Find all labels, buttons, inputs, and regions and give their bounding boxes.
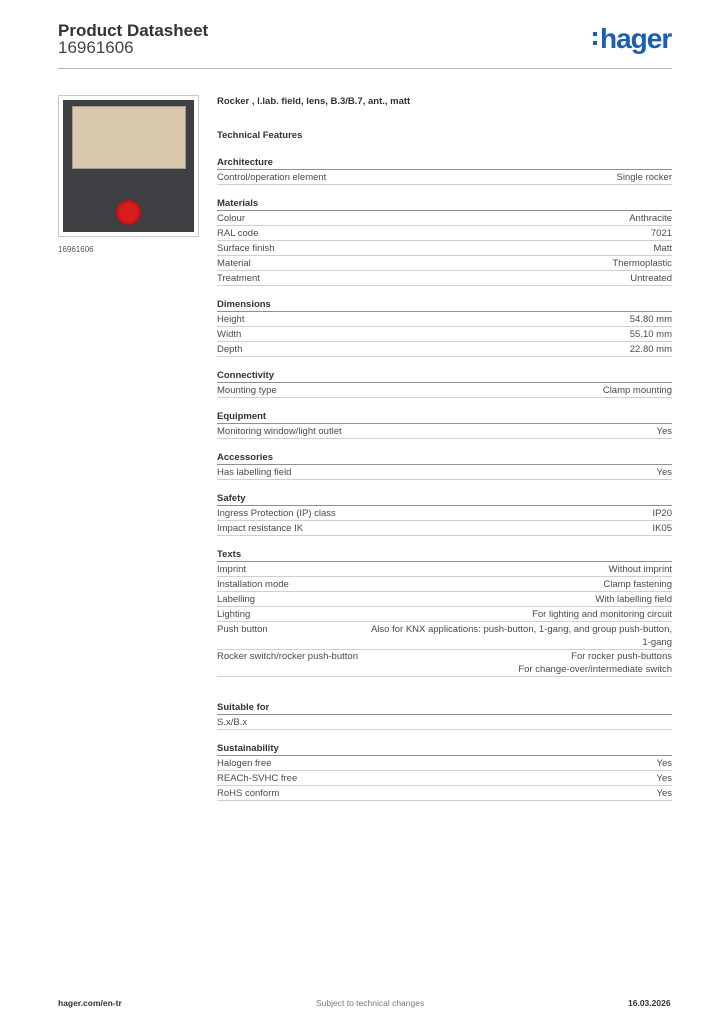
specification-sections [217,156,672,801]
spec-label: Imprint [217,563,247,575]
spec-section [217,410,672,439]
spec-label: Halogen free [217,757,272,769]
spec-value: 7021 [650,227,672,239]
spec-section [217,548,672,677]
section-title: Materials [217,197,672,211]
spec-label: Surface finish [217,242,275,254]
image-caption: 16961606 [58,245,94,254]
spec-label: Impact resistance IK [217,522,304,534]
spec-label: Colour [217,212,245,224]
spec-label: Lighting [217,608,251,620]
spec-row [217,170,672,185]
spec-value: Yes [656,757,672,769]
spec-value: Yes [656,466,672,478]
spec-value: 54.80 mm [629,313,672,325]
product-id: 16961606 [58,38,134,57]
spec-label: S.x/B.x [217,716,248,728]
spec-label: REACh-SVHC free [217,772,298,784]
spec-label: Ingress Protection (IP) class [217,507,336,519]
spec-row [217,424,672,439]
spec-value: For rocker push-buttons For change-over/intermediate switch [518,651,672,675]
spec-label: Depth [217,343,243,355]
spec-row [217,383,672,398]
spec-label: RoHS conform [217,787,280,799]
spec-row [217,211,672,226]
spec-row [217,312,672,327]
spec-value: Matt [653,242,672,254]
spec-section [217,492,672,536]
spec-row [217,327,672,342]
spec-label: RAL code [217,227,259,239]
spec-section [217,298,672,357]
spec-label: Treatment [217,272,260,284]
spec-row [217,465,672,480]
spec-label: Height [217,313,245,325]
header-divider [58,68,672,69]
spec-value: Clamp mounting [602,384,672,396]
spec-value: Untreated [630,272,672,284]
spec-label: Has labelling field [217,466,292,478]
spec-label: Installation mode [217,578,289,590]
spec-label: Labelling [217,593,256,605]
spec-row [217,622,672,650]
red-lens-icon [116,200,141,225]
spec-value: Anthracite [629,212,672,224]
spec-row [217,226,672,241]
section-title: Sustainability [217,742,672,756]
spec-row [217,342,672,357]
footer-date: 16.03.2026 [628,998,671,1008]
page-title: Product Datasheet [58,21,209,40]
spec-row [217,592,672,607]
spec-row [217,562,672,577]
spec-label: Mounting type [217,384,277,396]
section-title: Safety [217,492,672,506]
specification-content [217,96,672,801]
spec-section [217,156,672,185]
section-title: Texts [217,548,672,562]
spec-value: Clamp fastening [603,578,672,590]
spec-section [217,197,672,286]
spec-value: 22.80 mm [629,343,672,355]
product-name: Rocker , l.lab. field, lens, B.3/B.7, ant., matt [217,96,411,107]
spec-section [217,701,672,730]
spec-row [217,715,672,730]
logo-text: hager [600,23,672,54]
product-image [58,95,199,237]
footer-notice: Subject to technical changes [316,998,425,1008]
spec-row [217,607,672,622]
spec-value: Without imprint [608,563,672,575]
labelling-field [72,106,186,169]
section-title: Architecture [217,156,672,170]
spec-row [217,506,672,521]
spec-value: With labelling field [595,593,672,605]
rocker-body [63,100,194,232]
logo-dot-icon [593,32,597,36]
spec-value: IK05 [652,522,672,534]
spec-value: Single rocker [616,171,672,183]
spec-row [217,256,672,271]
logo-dot-icon [593,41,597,45]
spec-row [217,521,672,536]
section-title: Suitable for [217,701,672,715]
spec-label: Width [217,328,242,340]
spec-value: Also for KNX applications: push-button, 1-gang, and group push-button, 1-gang [370,623,672,648]
spec-value: Yes [656,425,672,437]
spec-label: Push button [217,623,268,635]
spec-row [217,771,672,786]
section-title: Equipment [217,410,672,424]
spec-row [217,650,672,678]
spec-label: Rocker switch/rocker push-button [217,651,358,662]
section-title: Accessories [217,451,672,465]
spec-value: Yes [656,787,672,799]
spec-section [217,742,672,801]
spec-value: IP20 [652,507,672,519]
section-title: Dimensions [217,298,672,312]
spec-row [217,241,672,256]
spec-value: For lighting and monitoring circuit [532,608,672,620]
spec-section [217,451,672,480]
spec-row [217,786,672,801]
spec-row [217,577,672,592]
spec-value: Yes [656,772,672,784]
spec-label: Monitoring window/light outlet [217,425,342,437]
spec-value: 55.10 mm [629,328,672,340]
section-title: Connectivity [217,369,672,383]
spec-label: Material [217,257,251,269]
footer-website-link[interactable]: hager.com/en-tr [58,998,122,1008]
technical-features-heading: Technical Features [217,130,303,141]
spec-label: Control/operation element [217,171,327,183]
spec-section [217,369,672,398]
spec-row [217,756,672,771]
spec-value: Thermoplastic [612,257,672,269]
spec-row [217,271,672,286]
